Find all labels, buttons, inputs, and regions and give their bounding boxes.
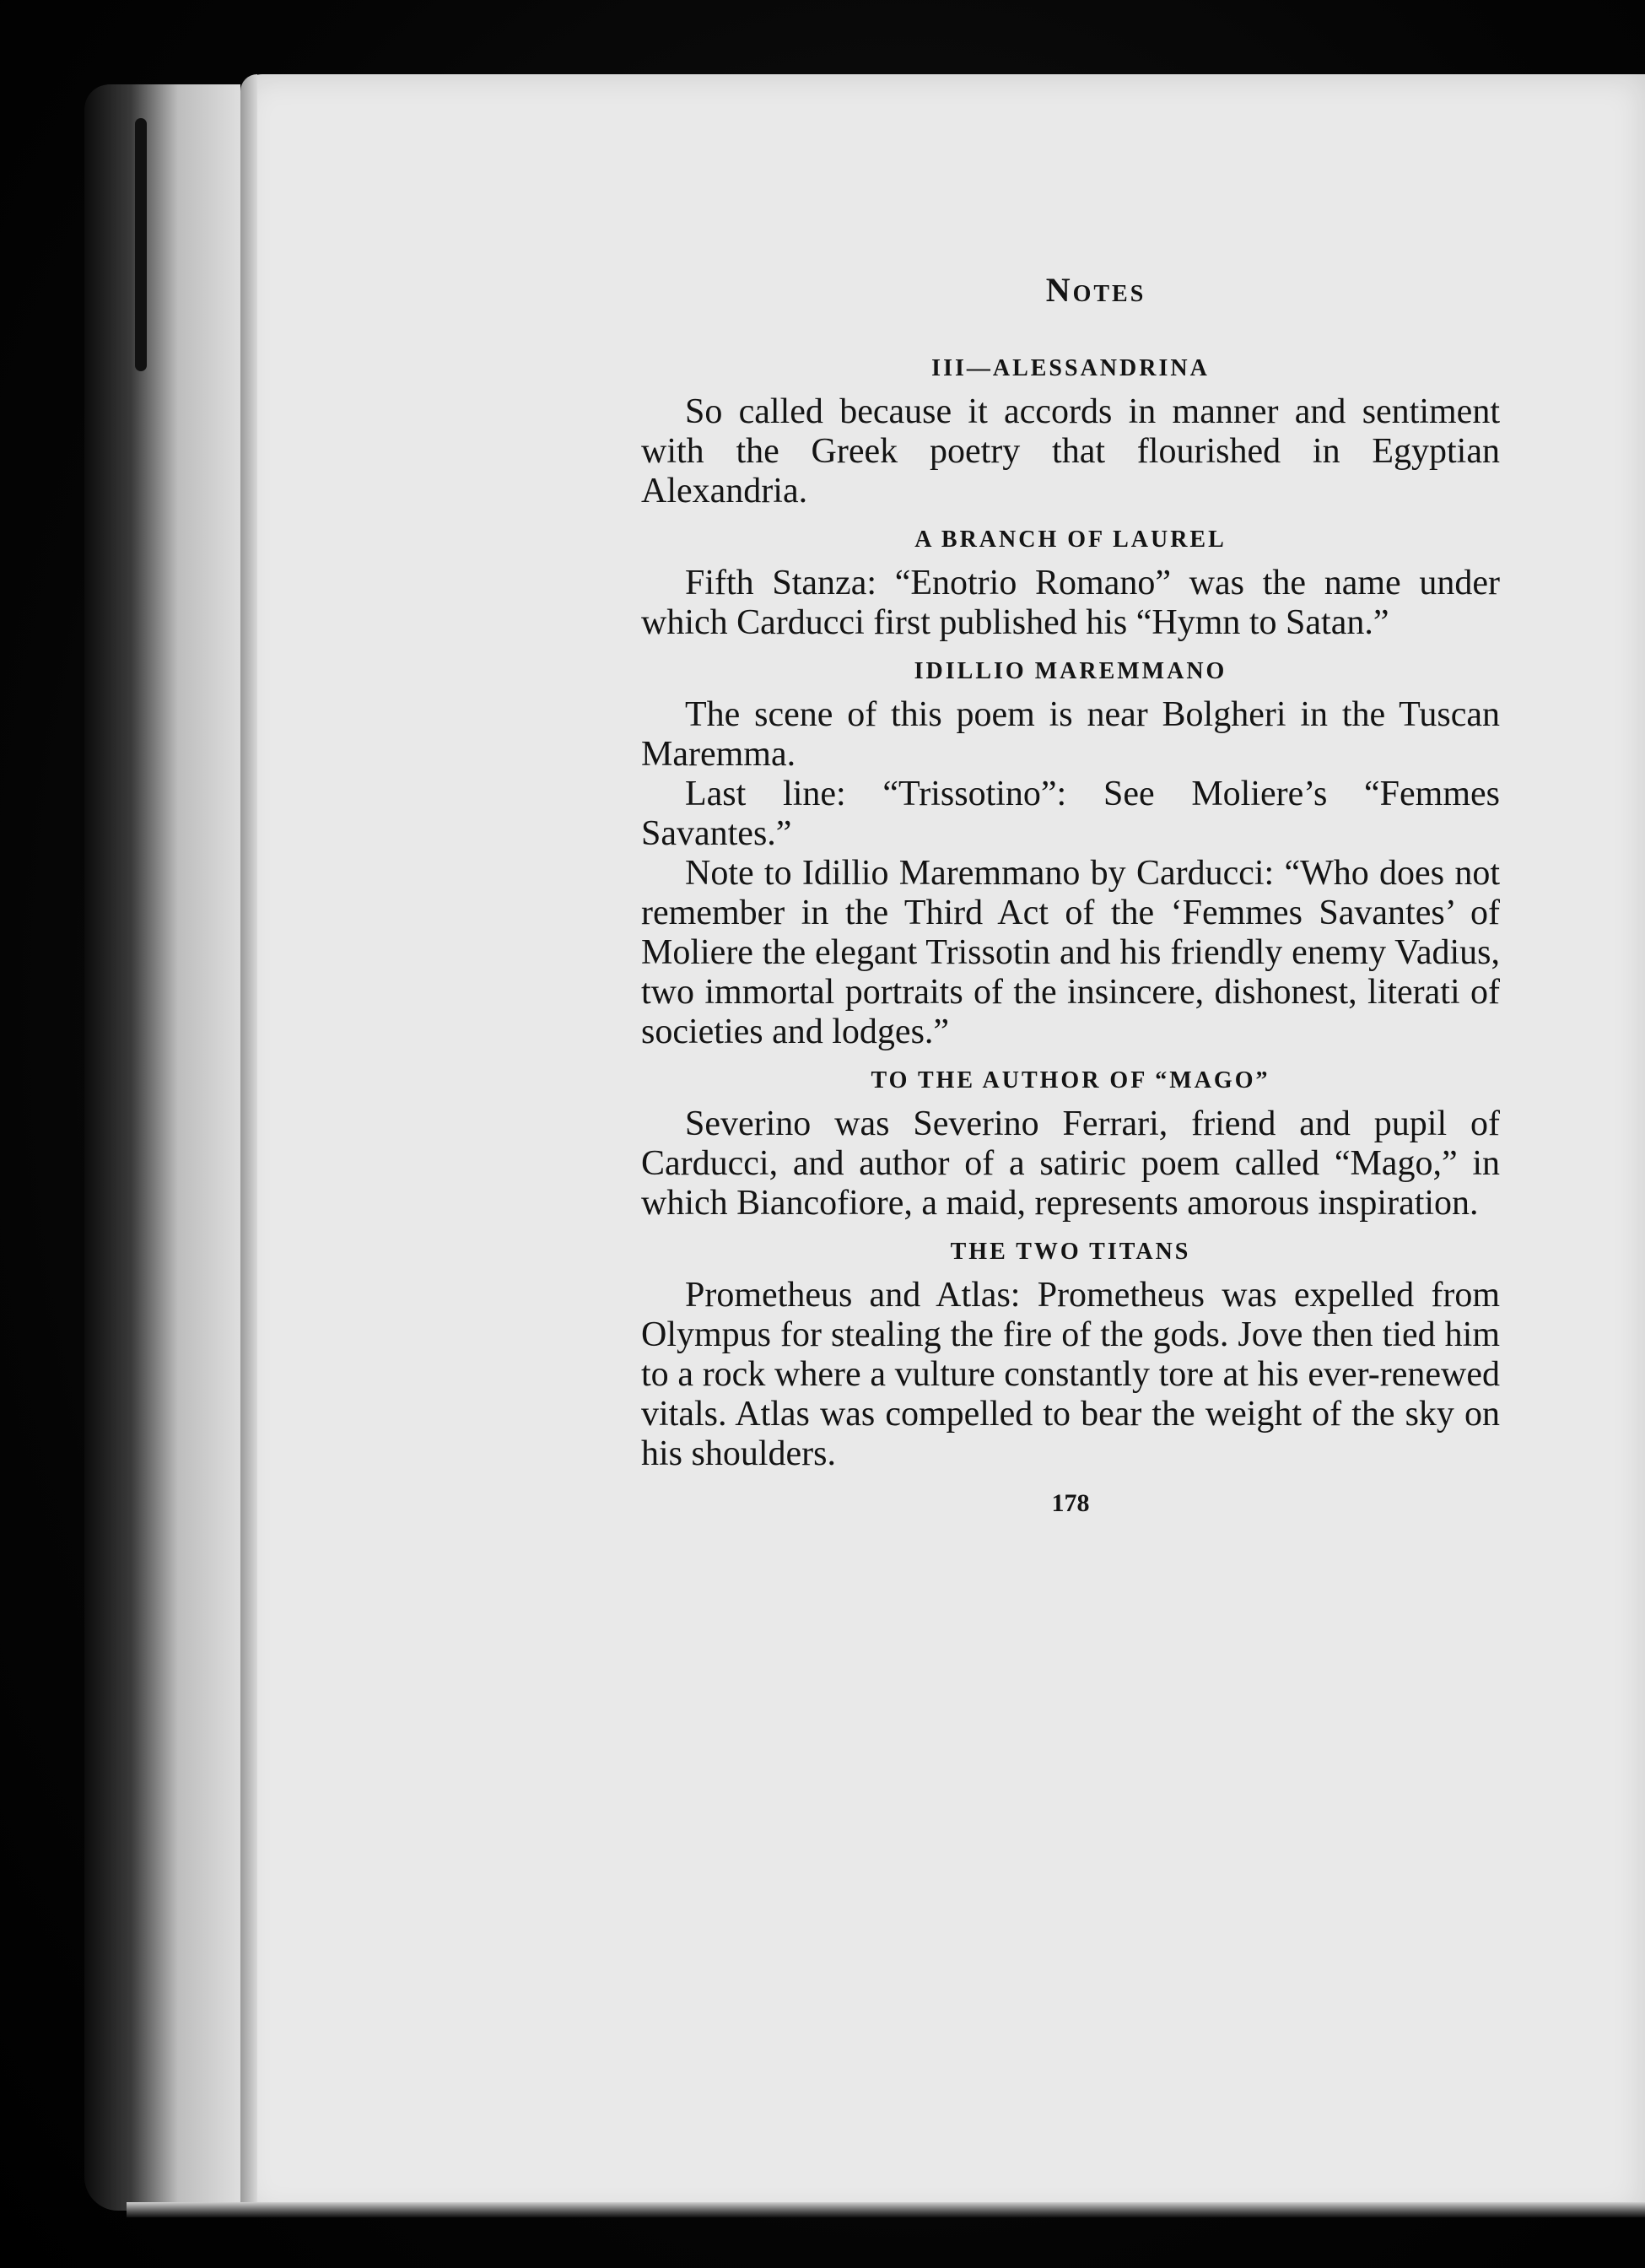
section-title: III—ALESSANDRINA <box>931 355 1210 381</box>
section-alessandrina <box>641 355 1500 511</box>
page-gutter <box>240 74 257 2217</box>
paragraph: Note to Idillio Maremmano by Carducci: “Who does not remember in the Third Act of the ‘Femmes Savantes’ of Moliere the elegant Trissotin and his friendly enemy Vadius, two immortal portraits of the insincere, dishonest, literati of societies and lodges.” <box>641 854 1500 1051</box>
section-title: A BRANCH OF LAUREL <box>914 526 1227 553</box>
paragraph: Last line: “Trissotino”: See Moliere’s “Femmes Savantes.” <box>641 775 1500 853</box>
page-number: 178 <box>1051 1489 1090 1517</box>
section-title: TO THE AUTHOR OF “MAGO” <box>871 1067 1270 1094</box>
page-bottom-edge <box>127 2202 1645 2217</box>
running-head: Notes <box>1045 271 1146 309</box>
page-stack-edge <box>84 84 240 2211</box>
paragraph: Fifth Stanza: “Enotrio Romano” was the name under which Carducci first published his “Hymn to Satan.” <box>641 564 1500 642</box>
section-author-of-mago <box>641 1067 1500 1223</box>
section-title: IDILLIO MAREMMANO <box>914 658 1227 684</box>
section-branch-of-laurel <box>641 526 1500 643</box>
page-text-block <box>641 253 1500 1518</box>
section-idillio-maremmano <box>641 658 1500 1052</box>
paragraph: The scene of this poem is near Bolgheri in the Tuscan Maremma. <box>641 695 1500 774</box>
paragraph: Prometheus and Atlas: Prometheus was expelled from Olympus for stealing the fire of the gods. Jove then tied him to a rock where a vulture constantly tore at his ever-renewed vitals. Atlas was compelled to bear the weight of the sky on his shoulders. <box>641 1276 1500 1473</box>
paragraph: So called because it accords in manner and sentiment with the Greek poetry that flourished in Egyptian Alexandria. <box>641 392 1500 510</box>
section-title: THE TWO TITANS <box>950 1239 1191 1265</box>
section-two-titans <box>641 1239 1500 1474</box>
spine-shadow <box>135 118 147 371</box>
paragraph: Severino was Severino Ferrari, friend and pupil of Carducci, and author of a satiric poem called “Mago,” in which Biancofiore, a maid, represents amorous inspiration. <box>641 1104 1500 1223</box>
